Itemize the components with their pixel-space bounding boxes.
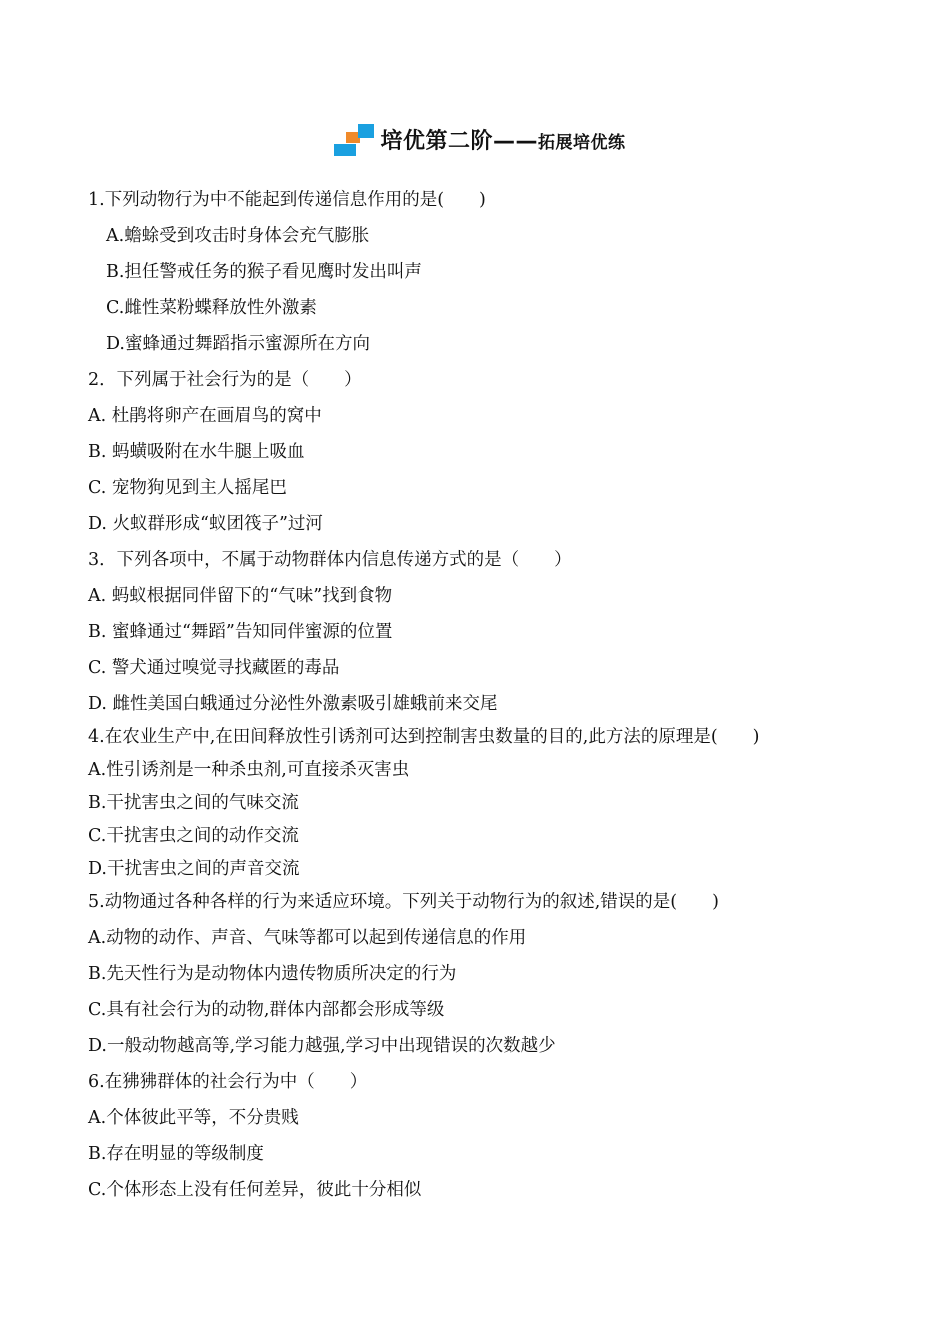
section-logo-icon xyxy=(334,124,374,158)
section-header xyxy=(0,124,950,162)
answer-option: A. 杜鹃将卵产在画眉鸟的窝中 xyxy=(88,406,322,426)
answer-option: A.个体彼此平等，不分贵贱 xyxy=(88,1108,299,1128)
question-stem: 4.在农业生产中,在田间释放性引诱剂可达到控制害虫数量的目的,此方法的原理是( ) xyxy=(88,727,760,747)
answer-option: B.先天性行为是动物体内遗传物质所决定的行为 xyxy=(88,964,457,984)
answer-option: B. 蜜蜂通过“舞蹈”告知同伴蜜源的位置 xyxy=(88,622,393,642)
answer-option: D.蜜蜂通过舞蹈指示蜜源所在方向 xyxy=(106,334,370,354)
answer-option: C.雌性菜粉蝶释放性外激素 xyxy=(106,298,317,318)
question-stem: 2．下列属于社会行为的是（ ） xyxy=(88,370,362,390)
question-stem: 1.下列动物行为中不能起到传递信息作用的是( ) xyxy=(88,190,486,210)
answer-option: A.蟾蜍受到攻击时身体会充气膨胀 xyxy=(106,226,370,246)
answer-option: B.存在明显的等级制度 xyxy=(88,1144,264,1164)
question-stem: 3．下列各项中，不属于动物群体内信息传递方式的是（ ） xyxy=(88,550,572,570)
question-stem: 6.在狒狒群体的社会行为中（ ） xyxy=(88,1072,368,1092)
answer-option: B.干扰害虫之间的气味交流 xyxy=(88,793,299,813)
answer-option: A. 蚂蚁根据同伴留下的“气味”找到食物 xyxy=(88,586,393,606)
answer-option: C.个体形态上没有任何差异，彼此十分相似 xyxy=(88,1180,422,1200)
answer-option: C. 宠物狗见到主人摇尾巴 xyxy=(88,478,287,498)
answer-option: C. 警犬通过嗅觉寻找藏匿的毒品 xyxy=(88,658,340,678)
question-stem: 5.动物通过各种各样的行为来适应环境。下列关于动物行为的叙述,错误的是( ) xyxy=(88,892,719,912)
answer-option: D. 雌性美国白蛾通过分泌性外激素吸引雄蛾前来交尾 xyxy=(88,694,498,714)
answer-option: B. 蚂蟥吸附在水牛腿上吸血 xyxy=(88,442,305,462)
section-title-sub: 拓展培优练 xyxy=(538,133,626,153)
answer-option: C.干扰害虫之间的动作交流 xyxy=(88,826,299,846)
answer-option: C.具有社会行为的动物,群体内部都会形成等级 xyxy=(88,1000,445,1020)
answer-option: B.担任警戒任务的猴子看见鹰时发出叫声 xyxy=(106,262,422,282)
answer-option: A.动物的动作、声音、气味等都可以起到传递信息的作用 xyxy=(88,928,527,948)
section-title xyxy=(380,127,625,158)
answer-option: A.性引诱剂是一种杀虫剂,可直接杀灭害虫 xyxy=(88,760,410,780)
answer-option: D. 火蚁群形成“蚁团筏子”过河 xyxy=(88,514,323,534)
section-title-main: 培优第二阶—— xyxy=(380,129,538,154)
answer-option: D.一般动物越高等,学习能力越强,学习中出现错误的次数越少 xyxy=(88,1036,556,1056)
answer-option: D.干扰害虫之间的声音交流 xyxy=(88,859,300,879)
